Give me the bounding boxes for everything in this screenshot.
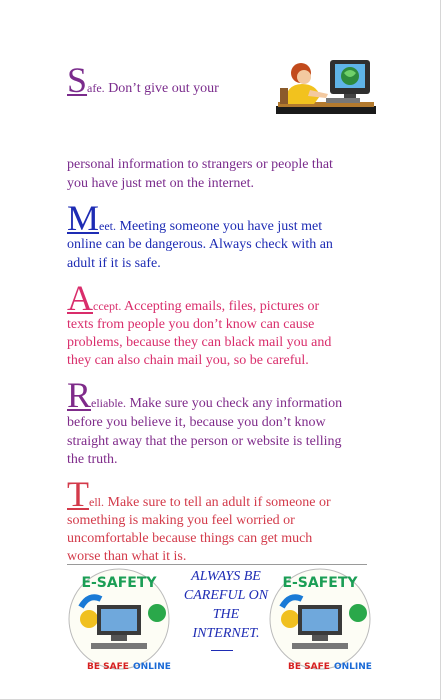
slogan-line-1: ALWAYS BE [191,569,261,584]
badge-right-title: E-SAFETY [282,575,358,591]
reliable-line-2: before you believe it, because you don’t know [67,415,326,430]
slogan-line-4: INTERNET. [192,626,260,641]
safe-line-2: personal information to strangers or people that [67,157,333,172]
meet-rest: eet. [99,219,117,233]
tell-line-3: uncomfortable because things can get much [67,531,313,546]
accept-text: Accepting emails, files, pictures or [124,299,320,314]
meet-heading [67,200,322,236]
safe-text: Don’t give out your [108,81,219,96]
safe-initial: S [67,60,88,100]
tell-text: Make sure to tell an adult if someone or [107,495,331,510]
slogan-dash [211,650,233,651]
accept-initial: A [67,278,93,318]
meet-line-2: online can be dangerous. Always check with an [67,237,333,252]
tell-line-4: worse than what it is. [67,549,187,564]
safe-heading [67,62,219,98]
meet-text: Meeting someone you have just met [119,219,323,234]
safe-line-3: you have just met on the internet. [67,176,255,191]
reliable-line-3: straight away that the person or website is telling [67,434,342,449]
badge-left-word-2: ONLINE [133,662,171,672]
meet-line-3: adult if it is safe. [67,256,161,271]
tell-line-2: something is making you feel worried or [67,513,295,528]
badge-left-title: E-SAFETY [81,575,157,591]
badge-left-word: BE SAFE [87,662,129,672]
child-at-computer-illustration [276,58,376,114]
slogan [176,567,276,643]
tell-rest: ell. [89,495,104,509]
accept-line-4: they can also chain mail you, so be careful. [67,353,309,368]
reliable-initial: R [67,375,92,415]
reliable-rest: eliable. [91,396,126,410]
accept-line-2: texts from people you don’t know can cause [67,317,315,332]
divider-line [67,564,367,565]
e-safety-badge-right [268,567,373,675]
reliable-text: Make sure you check any information [129,396,343,411]
slogan-line-2: CAREFUL ON [183,588,269,603]
e-safety-badge-left [67,567,172,675]
accept-line-3: problems, because they can black mail you and [67,335,332,350]
reliable-heading [67,377,342,413]
badge-right-word-2: ONLINE [334,662,372,672]
reliable-line-4: the truth. [67,452,118,467]
tell-initial: T [67,474,89,514]
accept-rest: ccept. [93,299,122,313]
tell-heading [67,476,331,512]
accept-heading [67,280,319,316]
badge-right-word: BE SAFE [288,662,330,672]
slogan-line-3: THE [212,607,240,622]
safe-rest: afe. [87,81,105,95]
meet-initial: M [67,198,100,238]
